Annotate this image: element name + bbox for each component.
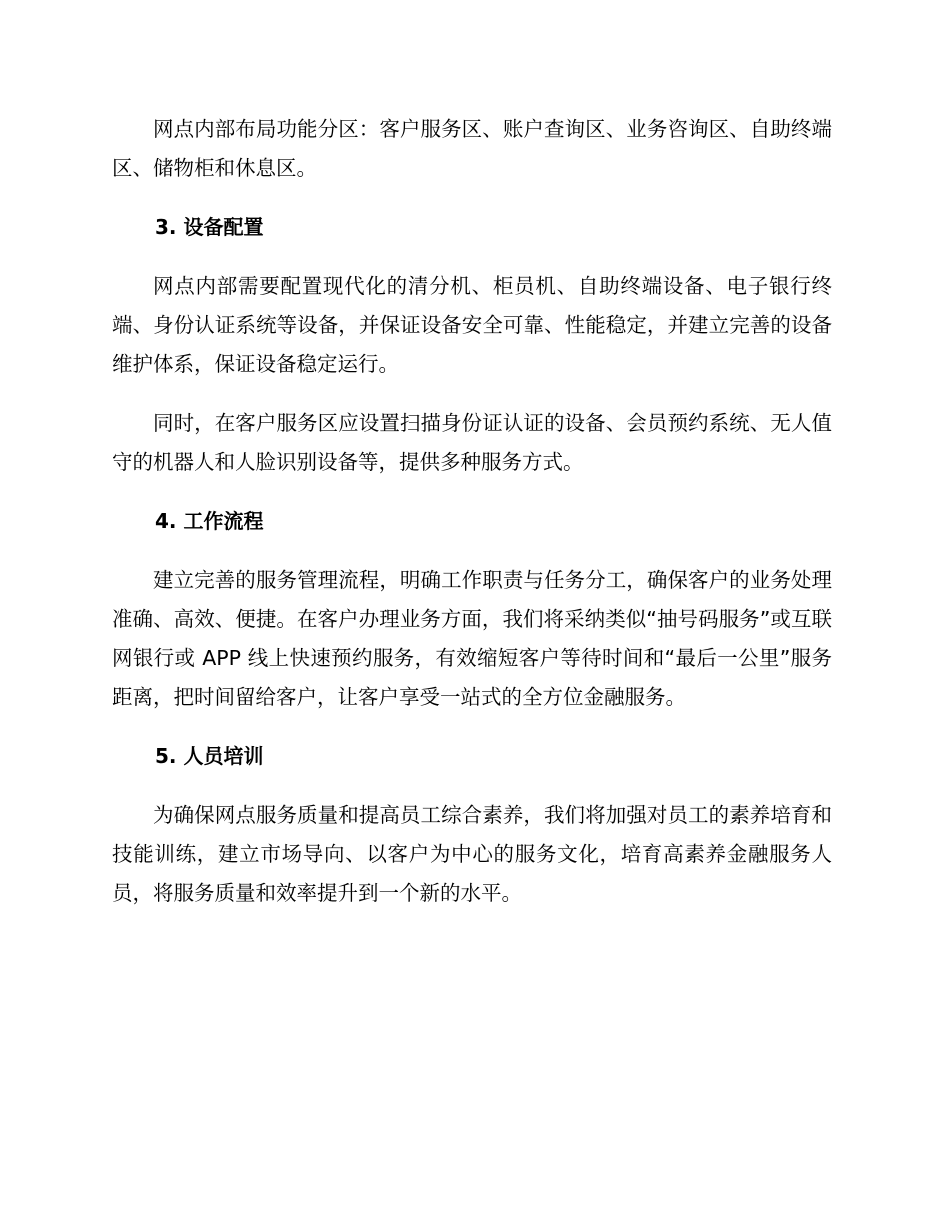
paragraph-layout-zones: 网点内部布局功能分区：客户服务区、账户查询区、业务咨询区、自助终端区、储物柜和休息区。 <box>112 117 832 180</box>
document-page <box>112 110 832 933</box>
heading-equipment-configuration: 3. 设备配置 <box>155 215 264 239</box>
heading-workflow: 4. 工作流程 <box>155 509 264 533</box>
paragraph-equipment: 网点内部需要配置现代化的清分机、柜员机、自助终端设备、电子银行终端、身份认证系统等设备，并保证设备安全可靠、性能稳定，并建立完善的设备维护体系，保证设备稳定运行。 <box>112 274 832 376</box>
paragraph-staff-training: 为确保网点服务质量和提高员工综合素养，我们将加强对员工的素养培育和技能训练，建立市场导向、以客户为中心的服务文化，培育高素养金融服务人员，将服务质量和效率提升到一个新的水平。 <box>112 803 832 905</box>
paragraph-customer-service-devices: 同时，在客户服务区应设置扫描身份证认证的设备、会员预约系统、无人值守的机器人和人脸识别设备等，提供多种服务方式。 <box>112 411 832 474</box>
paragraph-workflow: 建立完善的服务管理流程，明确工作职责与任务分工，确保客户的业务处理准确、高效、便捷。在客户办理业务方面，我们将采纳类似“抽号码服务”或互联网银行或 APP 线上快速预约服务，有效缩短客户等待时间和“最后一公里”服务距离，把时间留给客户，让客户享受一站式的全方位金融服务。 <box>112 568 832 709</box>
heading-staff-training: 5. 人员培训 <box>155 744 264 768</box>
